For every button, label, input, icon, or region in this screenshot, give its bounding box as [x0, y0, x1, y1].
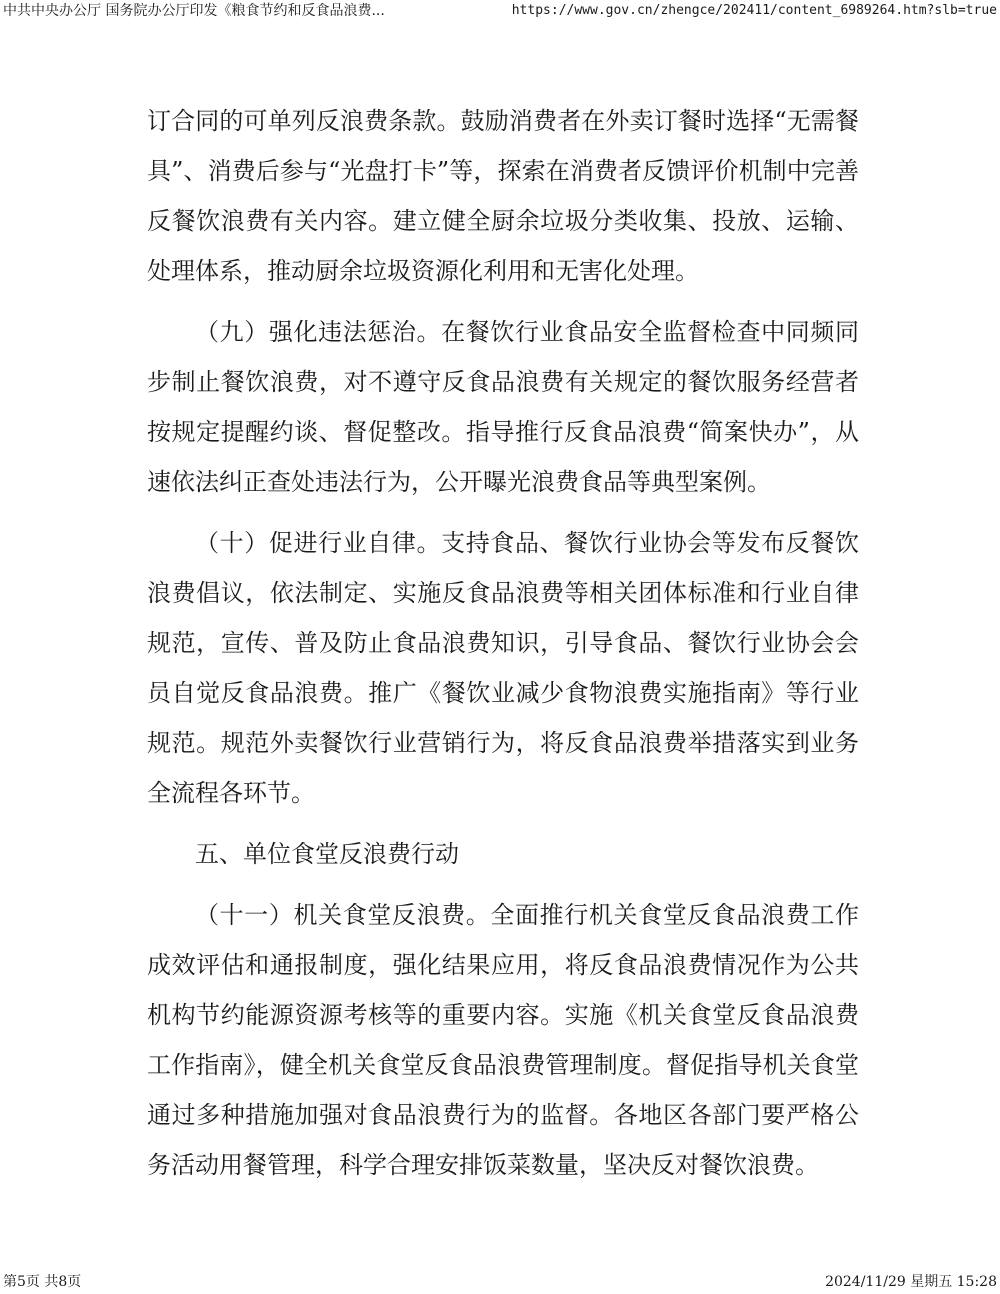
print-header [0, 0, 1000, 22]
print-header-url[interactable]: https://www.gov.cn/zhengce/202411/content_6989264.htm?slb=true [511, 3, 997, 18]
paragraph-item-11: （十一）机关食堂反浪费。全面推行机关食堂反食品浪费工作成效评估和通报制度，强化结果应用，将反食品浪费情况作为公共机构节约能源资源考核等的重要内容。实施《机关食堂反食品浪费工作指南》，健全机关食堂反食品浪费管理制度。督促指导机关食堂通过多种措施加强对食品浪费行为的监督。各地区各部门要严格公务活动用餐管理，科学合理安排饭菜数量，坚决反对餐饮浪费。 [147, 901, 859, 1179]
print-datetime: 2024/11/29 星期五 15:28 [825, 1274, 997, 1290]
paragraph-item-9: （九）强化违法惩治。在餐饮行业食品安全监督检查中同频同步制止餐饮浪费，对不遵守反食品浪费有关规定的餐饮服务经营者按规定提醒约谈、督促整改。指导推行反食品浪费“简案快办”，从速依法纠正查处违法行为，公开曝光浪费食品等典型案例。 [147, 318, 859, 496]
paragraph-item-10: （十）促进行业自律。支持食品、餐饮行业协会等发布反餐饮浪费倡议，依法制定、实施反食品浪费等相关团体标准和行业自律规范，宣传、普及防止食品浪费知识，引导食品、餐饮行业协会会员自觉反食品浪费。推广《餐饮业减少食物浪费实施指南》等行业规范。规范外卖餐饮行业营销行为，将反食品浪费举措落实到业务全流程各环节。 [147, 529, 859, 807]
print-header-title: 中共中央办公厅 国务院办公厅印发《粮食节约和反食品浪费... [3, 3, 385, 19]
page-number: 第5页 共8页 [3, 1274, 82, 1290]
article-body [147, 96, 859, 1201]
paragraph-continuation: 订合同的可单列反浪费条款。鼓励消费者在外卖订餐时选择“无需餐具”、消费后参与“光盘打卡”等，探索在消费者反馈评价机制中完善反餐饮浪费有关内容。建立健全厨余垃圾分类收集、投放、运输、处理体系，推动厨余垃圾资源化利用和无害化处理。 [147, 107, 859, 285]
print-footer [0, 1272, 1000, 1292]
section-heading-5: 五、单位食堂反浪费行动 [195, 840, 459, 868]
